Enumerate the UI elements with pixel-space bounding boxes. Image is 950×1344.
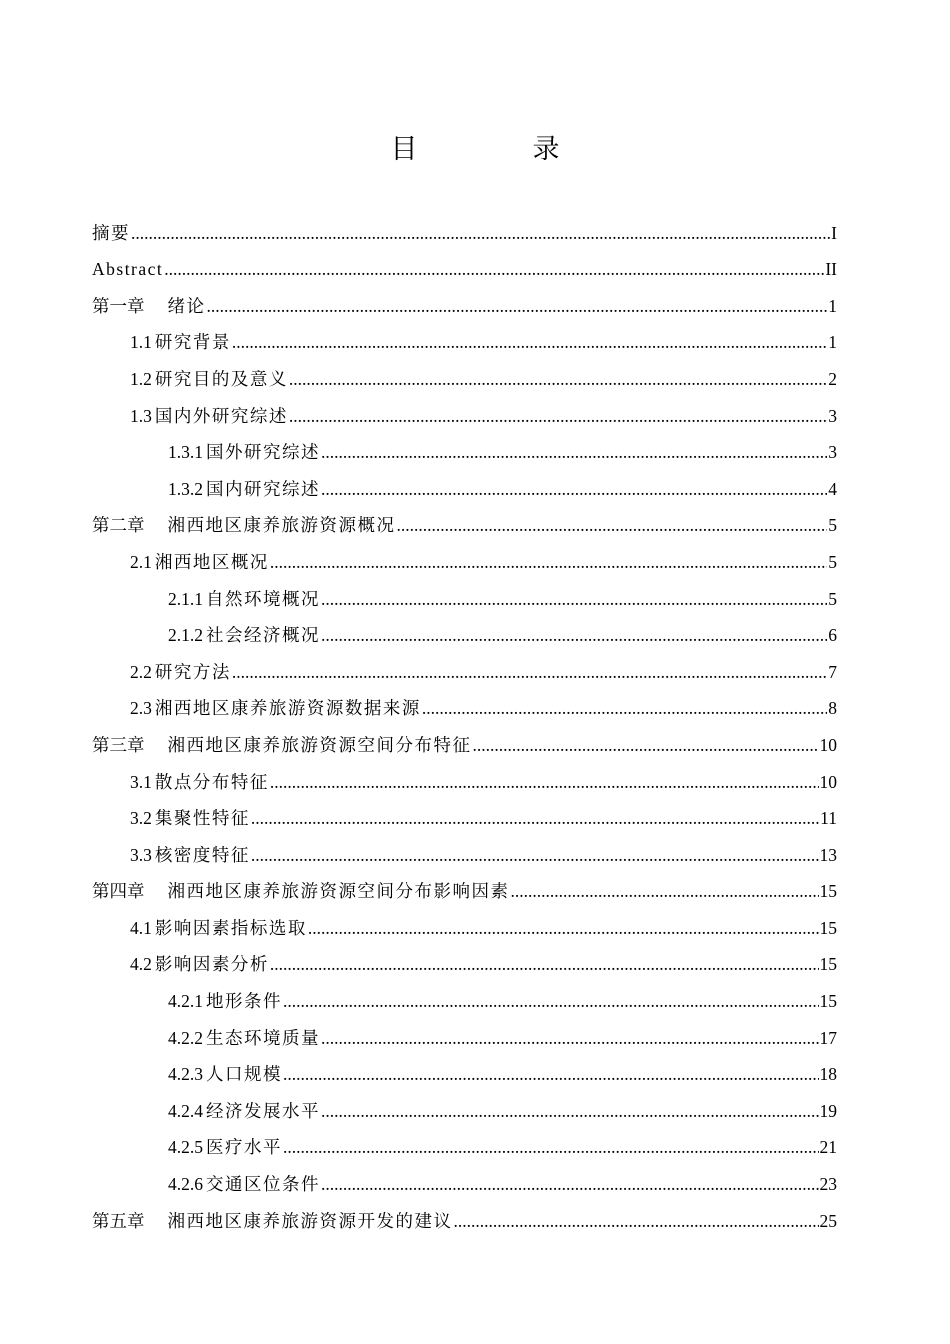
dot-leader	[321, 478, 827, 500]
toc-entry-page: 5	[828, 588, 837, 609]
dot-leader	[207, 295, 828, 317]
toc-entry-page: 6	[828, 625, 837, 646]
toc-entry-number: 1.3	[130, 405, 152, 426]
toc-entry-text: 国内外研究综述	[154, 405, 288, 426]
toc-entry-page: I	[831, 222, 837, 243]
toc-entry-number: 4.2.5	[168, 1137, 203, 1158]
toc-entry-number: 1.3.1	[168, 442, 203, 463]
toc-entry[interactable]	[92, 427, 837, 464]
toc-entry-text: 湘西地区康养旅游资源空间分布影响因素	[167, 881, 510, 902]
toc-entry-text: 国外研究综述	[206, 442, 320, 463]
dot-leader	[289, 405, 827, 427]
toc-entry-label	[130, 551, 269, 573]
toc-entry-page: 3	[828, 442, 837, 463]
toc-entry-number: 第四章	[92, 881, 145, 902]
toc-entry-label	[92, 734, 472, 756]
toc-entry-text: 湘西地区康养旅游资源开发的建议	[167, 1210, 453, 1231]
toc-entry-number: 1.3.2	[168, 478, 203, 499]
toc-entry-text: 社会经济概况	[206, 625, 320, 646]
toc-entry[interactable]	[92, 719, 837, 756]
toc-entry-page: 11	[820, 808, 837, 829]
toc-entry[interactable]	[92, 463, 837, 500]
toc-entry-text: 经济发展水平	[206, 1100, 320, 1121]
toc-entry-label	[130, 771, 269, 793]
toc-entry-label	[168, 478, 320, 500]
toc-entry-page: 5	[828, 515, 837, 536]
toc-entry[interactable]	[92, 866, 837, 903]
toc-entry-number: 4.2.3	[168, 1064, 203, 1085]
toc-entry-label	[168, 1027, 320, 1049]
toc-entry-page: 15	[819, 954, 837, 975]
dot-leader	[270, 953, 819, 975]
toc-entry[interactable]	[92, 646, 837, 683]
toc-entry-text: 湘西地区康养旅游资源概况	[167, 515, 396, 536]
dot-leader	[283, 1063, 819, 1085]
toc-entry-number: 2.1.2	[168, 625, 203, 646]
toc-entry-number: 1.1	[130, 332, 152, 353]
toc-entry-label	[92, 258, 163, 280]
toc-entry-number: 3.2	[130, 808, 152, 829]
toc-entry-label	[168, 588, 320, 610]
toc-entry-label	[168, 1100, 320, 1122]
toc-entry-label	[168, 990, 282, 1012]
toc-entry-text: 影响因素分析	[154, 954, 269, 975]
toc-entry-text: 核密度特征	[154, 844, 250, 865]
toc-entry-label	[168, 1173, 320, 1195]
toc-entry[interactable]	[92, 902, 837, 939]
toc-entry[interactable]	[92, 1158, 837, 1195]
toc-entry[interactable]	[92, 500, 837, 537]
dot-leader	[308, 917, 819, 939]
toc-entry-label	[168, 1063, 282, 1085]
toc-entry-label	[168, 441, 320, 463]
toc-entry-label	[92, 880, 510, 902]
toc-entry-page: 21	[819, 1137, 837, 1158]
toc-entry-page: 5	[828, 551, 837, 572]
toc-entry-label	[92, 295, 206, 317]
toc-entry[interactable]	[92, 939, 837, 976]
toc-entry-text: 湘西地区概况	[154, 551, 269, 572]
toc-entry-label	[168, 1136, 282, 1158]
toc-entry-text: 研究背景	[154, 332, 231, 353]
toc-entry-label	[130, 405, 288, 427]
toc-entry[interactable]	[92, 829, 837, 866]
toc-entry-page: 4	[828, 478, 837, 499]
toc-entry-number: 4.2.2	[168, 1027, 203, 1048]
toc-entry-text: 研究目的及意义	[154, 368, 288, 389]
toc-entry-page: 2	[828, 368, 837, 389]
toc-entry-page: 23	[819, 1174, 837, 1195]
dot-leader	[422, 697, 827, 719]
table-of-contents	[92, 207, 837, 1232]
toc-entry-text: 自然环境概况	[206, 588, 320, 609]
toc-entry[interactable]	[92, 1012, 837, 1049]
toc-entry-number: 4.1	[130, 917, 152, 938]
toc-entry[interactable]	[92, 244, 837, 281]
toc-entry-label	[130, 917, 307, 939]
dot-leader	[397, 514, 828, 536]
toc-entry[interactable]	[92, 1049, 837, 1086]
toc-entry-text: 研究方法	[154, 661, 231, 682]
toc-entry-number: 2.2	[130, 661, 152, 682]
toc-entry-number: 第一章	[92, 295, 145, 316]
toc-entry-label	[92, 222, 130, 244]
toc-entry-number: 2.1.1	[168, 588, 203, 609]
toc-entry-label	[130, 953, 269, 975]
toc-entry-label	[130, 661, 231, 683]
toc-entry-page: 13	[819, 844, 837, 865]
dot-leader	[473, 734, 819, 756]
toc-entry-text: 绪论	[167, 295, 206, 316]
toc-entry-text: 摘要	[92, 222, 130, 243]
toc-entry-label	[92, 1210, 453, 1232]
dot-leader	[321, 1027, 819, 1049]
dot-leader	[164, 258, 824, 280]
toc-entry-number: 4.2	[130, 954, 152, 975]
toc-entry[interactable]	[92, 683, 837, 720]
dot-leader	[232, 331, 827, 353]
toc-entry-text: Abstract	[92, 259, 164, 280]
dot-leader	[321, 588, 827, 610]
toc-entry-number: 第二章	[92, 515, 145, 536]
toc-title: 目 录	[390, 134, 604, 165]
toc-entry-page: 8	[828, 698, 837, 719]
toc-entry-page: 15	[819, 991, 837, 1012]
toc-entry-page: 19	[819, 1100, 837, 1121]
toc-entry-text: 交通区位条件	[206, 1174, 320, 1195]
toc-entry-text: 医疗水平	[206, 1137, 282, 1158]
dot-leader	[131, 222, 830, 244]
toc-entry-text: 影响因素指标选取	[154, 917, 307, 938]
toc-entry[interactable]	[92, 390, 837, 427]
dot-leader	[321, 441, 827, 463]
toc-entry-page: 1	[828, 295, 837, 316]
toc-entry-text: 散点分布特征	[154, 771, 269, 792]
toc-entry-text: 湘西地区康养旅游资源数据来源	[154, 698, 421, 719]
toc-entry-page: 3	[828, 405, 837, 426]
toc-entry-number: 4.2.1	[168, 991, 203, 1012]
toc-entry-text: 国内研究综述	[206, 478, 320, 499]
toc-entry-number: 2.1	[130, 551, 152, 572]
toc-entry-text: 人口规模	[206, 1064, 282, 1085]
toc-entry-text: 集聚性特征	[154, 808, 250, 829]
toc-entry[interactable]	[92, 756, 837, 793]
toc-entry-number: 3.3	[130, 844, 152, 865]
toc-entry[interactable]	[92, 1195, 837, 1232]
toc-entry-number: 第三章	[92, 734, 145, 755]
toc-entry-number: 4.2.4	[168, 1100, 203, 1121]
toc-entry-label	[168, 624, 320, 646]
toc-entry-page: 15	[819, 881, 837, 902]
toc-entry[interactable]	[92, 207, 837, 244]
dot-leader	[283, 1136, 819, 1158]
toc-entry-page: 1	[828, 332, 837, 353]
toc-entry[interactable]	[92, 280, 837, 317]
dot-leader	[251, 844, 819, 866]
toc-entry-page: 7	[828, 661, 837, 682]
toc-entry-number: 1.2	[130, 368, 152, 389]
toc-entry[interactable]	[92, 573, 837, 610]
toc-entry-text: 湘西地区康养旅游资源空间分布特征	[167, 734, 472, 755]
dot-leader	[511, 880, 819, 902]
toc-entry[interactable]	[92, 793, 837, 830]
toc-entry-page: 18	[819, 1064, 837, 1085]
dot-leader	[454, 1210, 819, 1232]
toc-entry-label	[130, 807, 250, 829]
toc-entry[interactable]	[92, 610, 837, 647]
toc-entry-page: 10	[819, 734, 837, 755]
toc-entry-label	[92, 514, 396, 536]
toc-entry-label	[130, 331, 231, 353]
dot-leader	[321, 1173, 819, 1195]
dot-leader	[321, 1100, 819, 1122]
toc-entry[interactable]	[92, 1085, 837, 1122]
toc-entry-page: 15	[819, 917, 837, 938]
toc-entry-label	[130, 368, 288, 390]
toc-entry[interactable]	[92, 317, 837, 354]
toc-entry-page: II	[825, 259, 837, 280]
toc-entry-number: 2.3	[130, 698, 152, 719]
toc-entry-number: 3.1	[130, 771, 152, 792]
toc-entry-number: 第五章	[92, 1210, 145, 1231]
toc-entry[interactable]	[92, 353, 837, 390]
toc-entry-label	[130, 844, 250, 866]
dot-leader	[232, 661, 827, 683]
toc-entry-text: 生态环境质量	[206, 1027, 320, 1048]
dot-leader	[270, 551, 827, 573]
dot-leader	[321, 624, 827, 646]
toc-entry-number: 4.2.6	[168, 1174, 203, 1195]
toc-entry-text: 地形条件	[206, 991, 282, 1012]
toc-entry[interactable]	[92, 1122, 837, 1159]
toc-entry[interactable]	[92, 975, 837, 1012]
toc-entry-page: 10	[819, 771, 837, 792]
toc-entry[interactable]	[92, 536, 837, 573]
toc-entry-label	[130, 697, 421, 719]
toc-entry-page: 17	[819, 1027, 837, 1048]
dot-leader	[270, 771, 819, 793]
toc-entry-page: 25	[819, 1210, 837, 1231]
dot-leader	[251, 807, 819, 829]
dot-leader	[283, 990, 819, 1012]
dot-leader	[289, 368, 827, 390]
